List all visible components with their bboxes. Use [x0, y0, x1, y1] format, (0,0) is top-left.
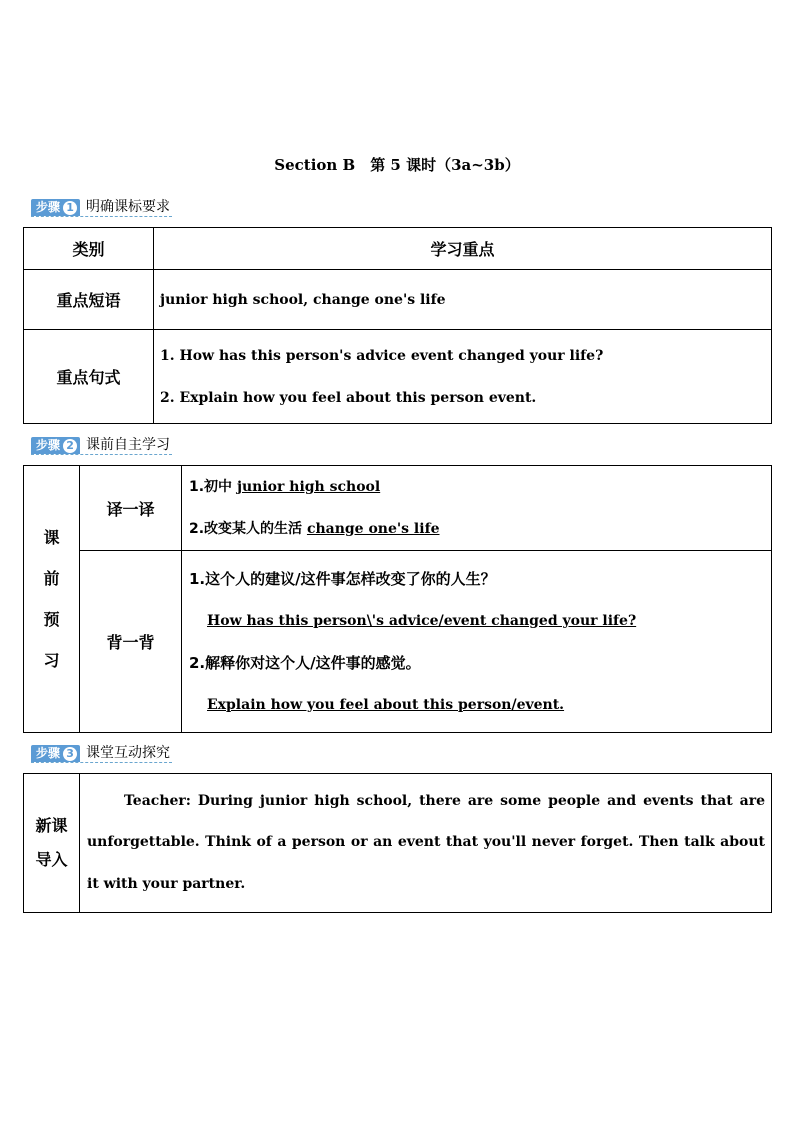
- translate-label: 译一译: [80, 466, 182, 551]
- key-phrases-label: 重点短语: [24, 270, 154, 330]
- step-1-number: 1: [63, 201, 77, 215]
- classroom-table: [23, 773, 772, 913]
- side-char-1: 课: [43, 528, 60, 547]
- translate-content: [182, 466, 772, 551]
- step-2-number: 2: [63, 439, 77, 453]
- side-char-4: 习: [43, 651, 60, 670]
- key-sentence-2: 2. Explain how you feel about this person event.: [160, 389, 537, 406]
- key-sentences-content: [154, 330, 772, 424]
- preview-side-label: [24, 466, 80, 733]
- side-char-3: 预: [43, 610, 60, 629]
- step-2-label: 课前自主学习: [86, 437, 171, 453]
- step-1-heading: [31, 197, 172, 217]
- header-category: 类别: [24, 228, 154, 270]
- side-char-2: 前: [43, 569, 60, 588]
- lead-in-label: [24, 774, 80, 913]
- recite-1-question: 1.这个人的建议/这件事怎样改变了你的人生？: [189, 569, 496, 588]
- step-3-heading: [31, 743, 172, 763]
- step-3-number: 3: [63, 747, 77, 761]
- step-2-heading: [31, 435, 172, 455]
- lead-in-content: Teacher: During junior high school, there are some people and events that are unforgettable. Think of a person or an event that you'll never forget. Then talk about it with your partner.: [80, 774, 772, 913]
- recite-2-answer: Explain how you feel about this person/event.: [207, 696, 565, 713]
- step-2-badge-text: 步骤: [36, 438, 61, 452]
- step-3-badge: [31, 745, 80, 762]
- step-2-badge: [31, 437, 80, 454]
- lead-in-label-1: 新课: [35, 816, 68, 835]
- recite-content: [182, 551, 772, 733]
- requirements-table: [23, 227, 772, 424]
- step-1-badge-text: 步骤: [36, 200, 61, 214]
- key-sentences-label: 重点句式: [24, 330, 154, 424]
- preview-table: [23, 465, 772, 733]
- step-1-badge: [31, 199, 80, 216]
- translate-1-prefix: 1.初中: [189, 479, 237, 495]
- translate-2-answer: change one's life: [306, 521, 440, 537]
- step-3-label: 课堂互动探究: [86, 745, 171, 761]
- step-3-badge-text: 步骤: [36, 746, 61, 760]
- page-title: Section B 第 5 课时（3a~3b）: [274, 156, 520, 174]
- step-1-label: 明确课标要求: [86, 199, 171, 215]
- key-phrases-content: junior high school, change one's life: [154, 270, 772, 330]
- recite-1-answer: How has this person\'s advice/event changed your life?: [207, 612, 637, 629]
- key-sentence-1: 1. How has this person's advice event changed your life?: [160, 347, 604, 364]
- lead-in-label-2: 导入: [35, 850, 68, 869]
- recite-2-question: 2.解释你对这个人/这件事的感觉。: [189, 653, 421, 672]
- recite-label: 背一背: [80, 551, 182, 733]
- header-focus: 学习重点: [154, 228, 772, 270]
- translate-2-prefix: 2.改变某人的生活: [189, 521, 307, 537]
- translate-1-answer: junior high school: [236, 479, 381, 495]
